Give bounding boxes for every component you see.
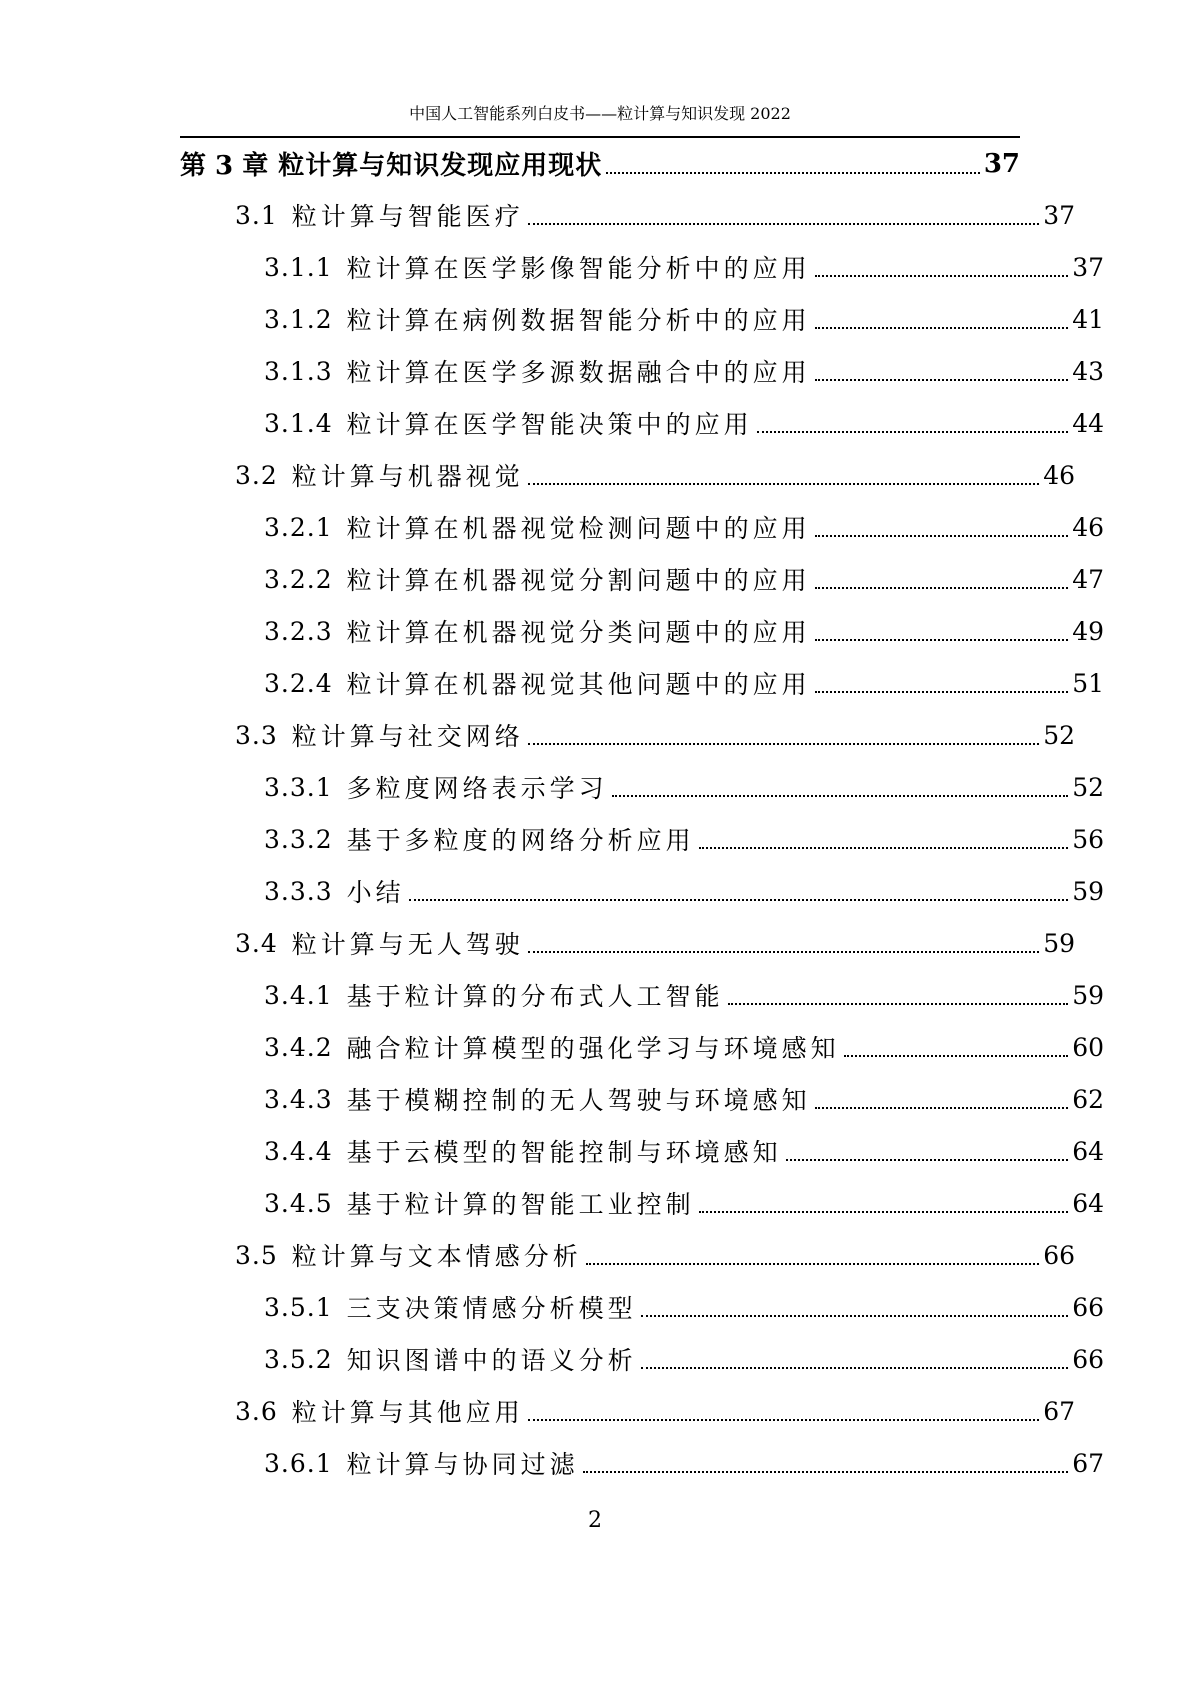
toc-entry-page: 66 bbox=[1043, 1240, 1075, 1270]
toc-dot-leader bbox=[815, 639, 1069, 641]
toc-dot-leader bbox=[728, 1003, 1069, 1005]
toc-dot-leader bbox=[815, 587, 1069, 589]
toc-entry-title: 粒计算在机器视觉其他问题中的应用 bbox=[346, 670, 811, 699]
toc-entry-number: 3.5 bbox=[235, 1240, 278, 1270]
toc-subsection-entry[interactable] bbox=[180, 553, 1104, 605]
toc-dot-leader bbox=[815, 1107, 1069, 1109]
toc-entry-page: 37 bbox=[1043, 200, 1075, 230]
toc-subsection-entry[interactable] bbox=[180, 1021, 1104, 1073]
toc-entry-title: 基于粒计算的分布式人工智能 bbox=[346, 982, 724, 1011]
toc-entry-page: 60 bbox=[1072, 1032, 1104, 1062]
toc-entry-number: 3.2.1 bbox=[264, 512, 333, 542]
toc-entry-page: 64 bbox=[1072, 1188, 1104, 1218]
toc-dot-leader bbox=[583, 1471, 1069, 1473]
toc-subsection-entry[interactable] bbox=[180, 241, 1104, 293]
toc-entry-number: 3.2 bbox=[235, 460, 278, 490]
toc-subsection-entry[interactable] bbox=[180, 501, 1104, 553]
toc-entry-title: 知识图谱中的语义分析 bbox=[346, 1346, 637, 1375]
toc-dot-leader bbox=[528, 223, 1039, 225]
toc-entry-number: 3.3.1 bbox=[264, 772, 333, 802]
toc-entry-number: 3.1.2 bbox=[264, 304, 333, 334]
toc-dot-leader bbox=[528, 743, 1039, 745]
toc-entry-title: 粒计算在机器视觉分类问题中的应用 bbox=[346, 618, 811, 647]
toc-entry-number: 3.4.5 bbox=[264, 1188, 333, 1218]
toc-entry-number: 3.5.1 bbox=[264, 1292, 333, 1322]
toc-entry-page: 43 bbox=[1072, 356, 1104, 386]
toc-entry-page: 66 bbox=[1072, 1292, 1104, 1322]
toc-entry-title: 粒计算在医学影像智能分析中的应用 bbox=[346, 254, 811, 283]
toc-entry-page: 56 bbox=[1072, 824, 1104, 854]
toc-entry-title: 多粒度网络表示学习 bbox=[346, 774, 608, 803]
toc-dot-leader bbox=[815, 691, 1069, 693]
toc-dot-leader bbox=[815, 535, 1069, 537]
toc-entry-number: 3.4 bbox=[235, 928, 278, 958]
toc-entry-page: 49 bbox=[1072, 616, 1104, 646]
toc-dot-leader bbox=[528, 1419, 1039, 1421]
toc-dot-leader bbox=[586, 1263, 1039, 1265]
toc-entry-number: 3.5.2 bbox=[264, 1344, 333, 1374]
toc-entry-title: 粒计算在机器视觉检测问题中的应用 bbox=[346, 514, 811, 543]
toc-entry-page: 67 bbox=[1043, 1396, 1075, 1426]
toc-entry-number: 3.2.3 bbox=[264, 616, 333, 646]
toc-dot-leader bbox=[699, 847, 1069, 849]
toc-entry-number: 3.1.4 bbox=[264, 408, 333, 438]
toc-subsection-entry[interactable] bbox=[180, 761, 1104, 813]
toc-subsection-entry[interactable] bbox=[180, 865, 1104, 917]
toc-dot-leader bbox=[528, 951, 1039, 953]
toc-subsection-entry[interactable] bbox=[180, 1177, 1104, 1229]
toc-section-entry[interactable] bbox=[180, 449, 1075, 501]
toc-dot-leader bbox=[641, 1315, 1069, 1317]
toc-entry-page: 59 bbox=[1043, 928, 1075, 958]
toc-entry-title: 粒计算与无人驾驶 bbox=[291, 930, 524, 959]
toc-entry-number: 第 3 章 bbox=[180, 151, 269, 181]
toc-entry-page: 44 bbox=[1072, 408, 1104, 438]
toc-entry-page: 59 bbox=[1072, 876, 1104, 906]
toc-subsection-entry[interactable] bbox=[180, 1073, 1104, 1125]
toc-entry-page: 47 bbox=[1072, 564, 1104, 594]
toc-subsection-entry[interactable] bbox=[180, 969, 1104, 1021]
toc-entry-title: 融合粒计算模型的强化学习与环境感知 bbox=[346, 1034, 840, 1063]
toc-entry-page: 52 bbox=[1072, 772, 1104, 802]
toc-entry-page: 46 bbox=[1072, 512, 1104, 542]
toc-entry-page: 64 bbox=[1072, 1136, 1104, 1166]
toc-dot-leader bbox=[815, 275, 1069, 277]
toc-subsection-entry[interactable] bbox=[180, 605, 1104, 657]
toc-dot-leader bbox=[528, 483, 1039, 485]
toc-entry-title: 三支决策情感分析模型 bbox=[346, 1294, 637, 1323]
toc-subsection-entry[interactable] bbox=[180, 345, 1104, 397]
toc-entry-page: 37 bbox=[1072, 252, 1104, 282]
toc-entry-number: 3.2.2 bbox=[264, 564, 333, 594]
toc-subsection-entry[interactable] bbox=[180, 1437, 1104, 1489]
toc-subsection-entry[interactable] bbox=[180, 1281, 1104, 1333]
toc-entry-number: 3.2.4 bbox=[264, 668, 333, 698]
toc-entry-page: 37 bbox=[983, 148, 1020, 179]
toc-entry-number: 3.3.2 bbox=[264, 824, 333, 854]
toc-entry-page: 66 bbox=[1072, 1344, 1104, 1374]
toc-entry-number: 3.3.3 bbox=[264, 876, 333, 906]
toc-dot-leader bbox=[699, 1211, 1069, 1213]
toc-entry-number: 3.1.1 bbox=[264, 252, 333, 282]
toc-dot-leader bbox=[844, 1055, 1069, 1057]
toc-entry-title: 粒计算与其他应用 bbox=[291, 1398, 524, 1427]
toc-entry-number: 3.6.1 bbox=[264, 1448, 333, 1478]
toc-section-entry[interactable] bbox=[180, 709, 1075, 761]
toc-entry-title: 粒计算与机器视觉 bbox=[291, 462, 524, 491]
toc-entry-page: 41 bbox=[1072, 304, 1104, 334]
toc-entry-title: 基于多粒度的网络分析应用 bbox=[346, 826, 695, 855]
toc-dot-leader bbox=[815, 379, 1069, 381]
toc-entry-number: 3.1.3 bbox=[264, 356, 333, 386]
toc-section-entry[interactable] bbox=[180, 917, 1075, 969]
toc-dot-leader bbox=[815, 327, 1069, 329]
running-header: 中国人工智能系列白皮书——粒计算与知识发现 2022 bbox=[409, 104, 791, 123]
toc-section-entry[interactable] bbox=[180, 1229, 1075, 1281]
toc-chapter-entry[interactable] bbox=[180, 138, 1020, 189]
page-number: 2 bbox=[588, 1508, 602, 1533]
toc-entry-title: 粒计算在医学智能决策中的应用 bbox=[346, 410, 753, 439]
toc-entry-title: 粒计算与协同过滤 bbox=[346, 1450, 579, 1479]
toc-subsection-entry[interactable] bbox=[180, 1125, 1104, 1177]
toc-entry-number: 3.4.2 bbox=[264, 1032, 333, 1062]
toc-entry-page: 62 bbox=[1072, 1084, 1104, 1114]
toc-entry-title: 粒计算与文本情感分析 bbox=[291, 1242, 582, 1271]
toc-subsection-entry[interactable] bbox=[180, 657, 1104, 709]
toc-entry-page: 46 bbox=[1043, 460, 1075, 490]
toc-dot-leader bbox=[641, 1367, 1069, 1369]
toc-subsection-entry[interactable] bbox=[180, 293, 1104, 345]
toc-entry-number: 3.1 bbox=[235, 200, 278, 230]
toc-dot-leader bbox=[786, 1159, 1069, 1161]
toc-entry-number: 3.6 bbox=[235, 1396, 278, 1426]
toc-dot-leader bbox=[612, 795, 1069, 797]
toc-entry-page: 51 bbox=[1072, 668, 1104, 698]
toc-entry-page: 67 bbox=[1072, 1448, 1104, 1478]
toc-section-entry[interactable] bbox=[180, 189, 1075, 241]
toc-entry-title: 基于粒计算的智能工业控制 bbox=[346, 1190, 695, 1219]
toc-entry-title: 粒计算在机器视觉分割问题中的应用 bbox=[346, 566, 811, 595]
toc-entry-title: 小结 bbox=[346, 878, 405, 907]
toc-entry-number: 3.4.1 bbox=[264, 980, 333, 1010]
toc-dot-leader bbox=[606, 172, 980, 174]
toc-entry-title: 粒计算与智能医疗 bbox=[291, 202, 524, 231]
toc-entry-title: 粒计算在医学多源数据融合中的应用 bbox=[346, 358, 811, 387]
toc-entry-number: 3.3 bbox=[235, 720, 278, 750]
toc-subsection-entry[interactable] bbox=[180, 813, 1104, 865]
toc-entry-title: 基于云模型的智能控制与环境感知 bbox=[346, 1138, 782, 1167]
toc-entry-page: 52 bbox=[1043, 720, 1075, 750]
toc-subsection-entry[interactable] bbox=[180, 1333, 1104, 1385]
toc-entry-title: 粒计算与知识发现应用现状 bbox=[278, 151, 603, 181]
toc-subsection-entry[interactable] bbox=[180, 397, 1104, 449]
toc-dot-leader bbox=[409, 899, 1069, 901]
toc-dot-leader bbox=[757, 431, 1069, 433]
toc-entry-number: 3.4.3 bbox=[264, 1084, 333, 1114]
toc-entry-title: 粒计算与社交网络 bbox=[291, 722, 524, 751]
toc-entry-title: 粒计算在病例数据智能分析中的应用 bbox=[346, 306, 811, 335]
toc-entry-number: 3.4.4 bbox=[264, 1136, 333, 1166]
toc-entry-title: 基于模糊控制的无人驾驶与环境感知 bbox=[346, 1086, 811, 1115]
toc-section-entry[interactable] bbox=[180, 1385, 1075, 1437]
toc-entry-page: 59 bbox=[1072, 980, 1104, 1010]
table-of-contents bbox=[180, 138, 1104, 1489]
